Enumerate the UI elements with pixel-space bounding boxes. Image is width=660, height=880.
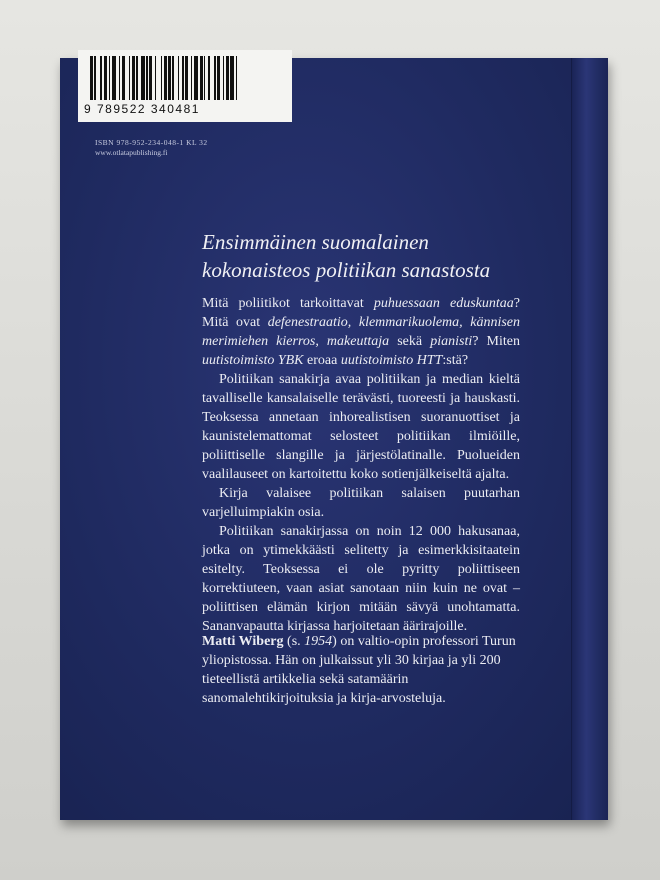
blurb-p1-part: Mitä poliitikot tarkoittavat — [202, 296, 374, 311]
barcode-digits: 9 789522 340481 — [84, 102, 200, 116]
tagline-line-1: Ensimmäinen suomalainen — [202, 230, 429, 254]
author-bio — [202, 632, 520, 708]
author-birth-year: 1954 — [304, 634, 333, 649]
barcode-bars — [90, 56, 280, 100]
blurb-paragraph-3: Kirja valaisee politiikan salaisen puutarhan varjelluimpiakin osia. — [202, 486, 520, 520]
blurb-paragraph-1 — [202, 294, 520, 370]
isbn-text: ISBN 978-952-234-048-1 KL 32 — [95, 138, 208, 147]
cover-tagline — [202, 228, 522, 284]
blurb-p1-italic: puhuessaan eduskuntaa — [373, 296, 514, 311]
blurb-p1-italic: uutistoimisto HTT — [340, 353, 443, 368]
book-spine-edge — [571, 58, 608, 820]
author-name: Matti Wiberg — [202, 634, 284, 649]
blurb-paragraph-2: Politiikan sanakirja avaa politiikan ja median kieltä tavalliselle kansalaiselle terävästi, tuoreesti ja hauskasti. Teoksessa annetaan inhorealistisen suoranuottiset ja kaunistelemattomat selosteet politiikan ilmiöille, poliittiselle slangille ja järjestölatinalle. Puolueiden vaalilauseet on kartoitettu koko sotienjälkeiseltä ajalta. — [202, 372, 520, 482]
blurb-p1-part: ? Mitä ovat — [202, 296, 520, 330]
barcode-label — [78, 50, 292, 122]
blurb-p1-part: sekä — [389, 334, 431, 349]
blurb-p1-part: ? Miten — [472, 334, 520, 349]
tagline-line-2: kokonaisteos politiikan sanastosta — [202, 258, 491, 282]
blurb-p1-part: eroaa — [303, 353, 341, 368]
blurb-paragraph-4: Politiikan sanakirjassa on noin 12 000 hakusanaa, jotka on ytimekkäästi selitetty ja esimerkkisitaatein esitelty. Teoksessa ei ole pyritty poliittiseen korrektiuteen, vaan asiat sanotaan niin kuin ne ovat – poliittisen elämän kirjon mitään sävyä unohtamatta. Sananvapautta kirjassa harjoitetaan äärirajoille. — [202, 524, 520, 634]
blurb-p1-italic: defenestraatio, klemmarikuolema, kännisen merimiehen kierros, makeuttaja — [202, 315, 520, 349]
author-bio-part: ) on valtio-opin professori Turun yliopistossa. Hän on julkaissut yli 30 kirjaa ja yli 200 tieteellistä artikkelia sekä satamäärin sanomalehtikirjoituksia ja kirja-arvosteluja. — [202, 634, 516, 706]
publisher-url: www.otlatapublishing.fi — [95, 148, 168, 157]
author-bio-part: (s. — [283, 634, 305, 649]
barcode-bar — [237, 56, 240, 100]
blurb-p1-italic: pianisti — [430, 334, 473, 349]
blurb-text — [202, 294, 520, 636]
blurb-p1-italic: uutistoimisto YBK — [202, 353, 304, 368]
blurb-p1-part: :stä? — [442, 353, 469, 368]
